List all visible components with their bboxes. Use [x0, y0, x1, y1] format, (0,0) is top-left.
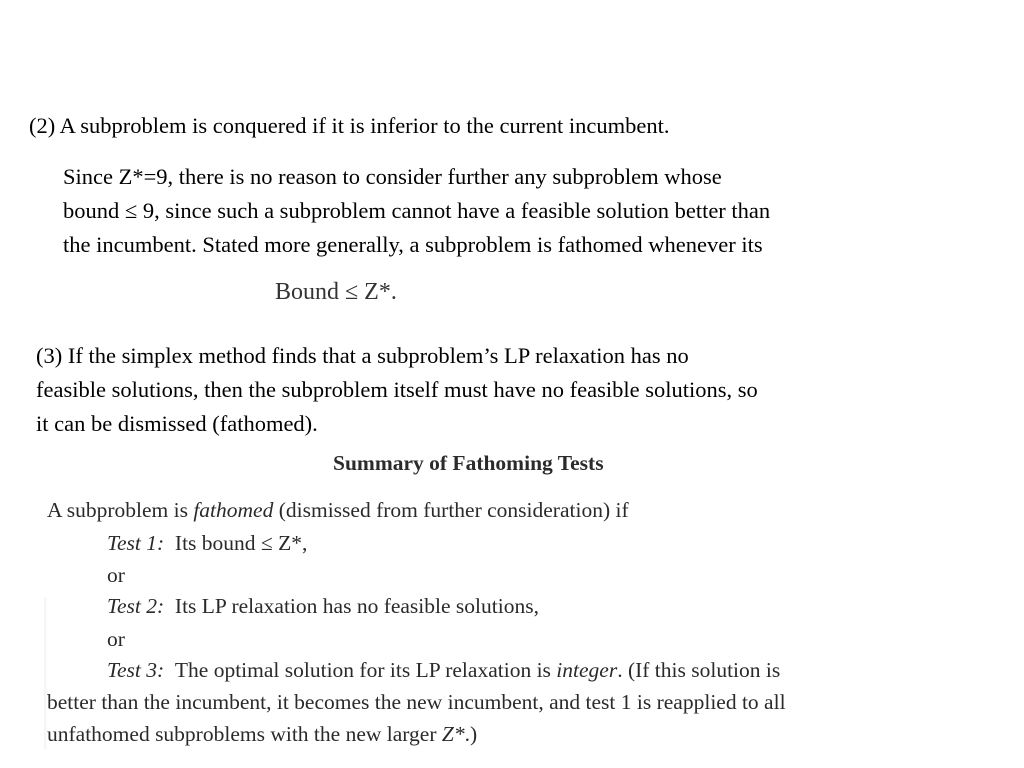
test-3: [107, 660, 780, 682]
point-3-line-3: it can be dismissed (fathomed).: [36, 411, 318, 436]
point-3-line-1: (3) If the simplex method finds that a subproblem’s LP relaxation has no: [36, 343, 689, 368]
test-3-text-before: The optimal solution for its LP relaxation is: [174, 658, 557, 682]
test-1: [107, 533, 307, 555]
test-3-label: Test 3:: [107, 658, 165, 682]
summary-intro-after: (dismissed from further consideration) if: [273, 498, 629, 522]
test-3-line-3-em: Z*: [441, 722, 465, 746]
test-3-text-after: . (If this solution is: [617, 658, 781, 682]
point-2-body-line-3: the incumbent. Stated more generally, a subproblem is fathomed whenever its: [63, 232, 763, 257]
test-3-line-3-after: .): [464, 722, 478, 746]
point-2-body-line-1: Since Z*=9, there is no reason to consider further any subproblem whose: [63, 164, 722, 189]
summary-intro-before: A subproblem is: [47, 498, 194, 522]
test-2-text: Its LP relaxation has no feasible solutions,: [174, 594, 539, 618]
test-2-label: Test 2:: [107, 594, 165, 618]
point-2-heading: (2) A subproblem is conquered if it is inferior to the current incumbent.: [29, 113, 670, 138]
test-1-text: Its bound ≤ Z*,: [174, 531, 308, 555]
summary-intro: [47, 500, 629, 522]
test-3-em: integer: [556, 658, 618, 682]
point-2-body-line-2: bound ≤ 9, since such a subproblem cannot have a feasible solution better than: [63, 198, 771, 223]
test-1-label: Test 1:: [107, 531, 165, 555]
or-2: or: [107, 627, 125, 651]
test-2: [107, 596, 539, 618]
bound-formula: Bound ≤ Z*.: [275, 279, 397, 305]
test-3-line-3: [47, 724, 477, 746]
point-3-line-2: feasible solutions, then the subproblem itself must have no feasible solutions, so: [36, 377, 758, 402]
or-1: or: [107, 563, 125, 587]
summary-intro-em: fathomed: [193, 498, 274, 522]
test-3-line-3-before: unfathomed subproblems with the new larger: [47, 722, 442, 746]
test-3-line-2: better than the incumbent, it becomes the new incumbent, and test 1 is reapplied to all: [47, 690, 786, 714]
summary-title: Summary of Fathoming Tests: [333, 451, 604, 475]
